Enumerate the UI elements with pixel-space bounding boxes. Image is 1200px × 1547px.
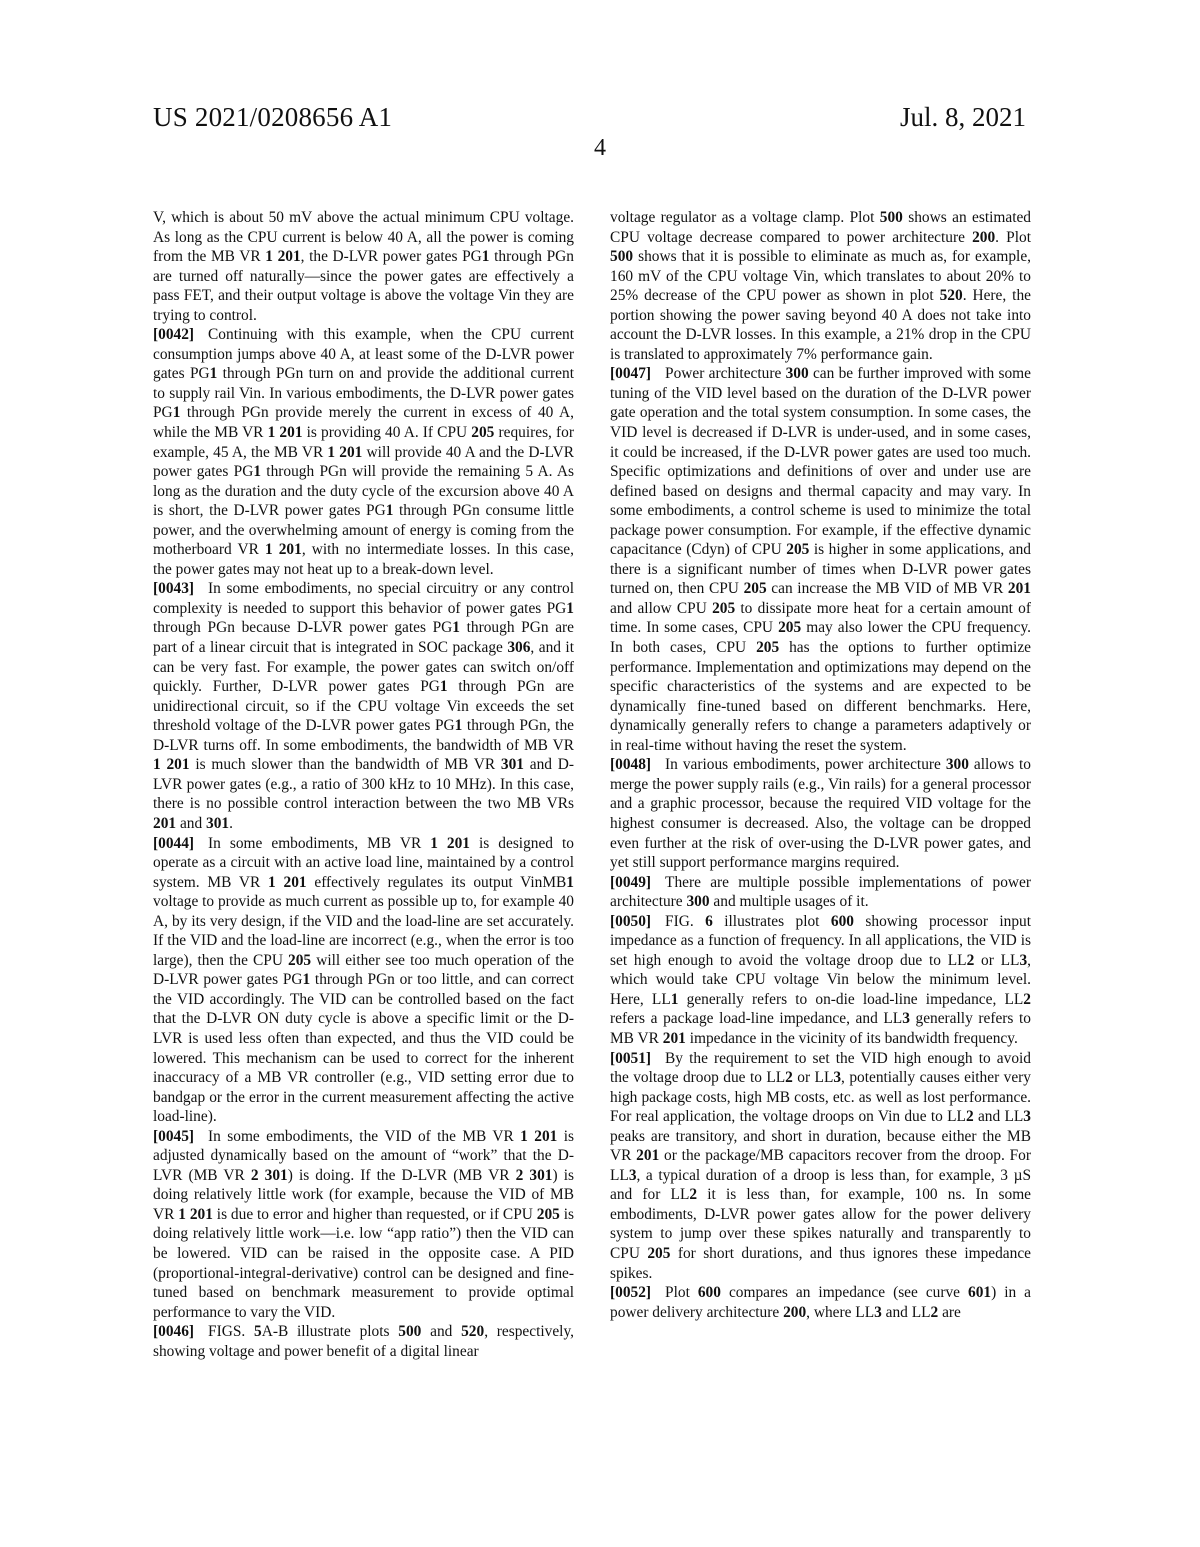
paragraph bbox=[610, 873, 1031, 912]
paragraph-text: In various embodiments, power architecture 300 allows to merge the power supply rails (e.g., Vin rails) for a general processor and a graphic processor, because the required VID voltage for the highest consumer is decreased. Also, the voltage can be dropped even further at the risk of over-using the D-LVR power gates, and yet still support performance margins required. bbox=[610, 756, 1031, 872]
right-column bbox=[610, 208, 1031, 1322]
paragraph-number: [0049] bbox=[610, 873, 652, 891]
paragraph bbox=[610, 755, 1031, 872]
paragraph-text: Continuing with this example, when the CPU current consumption jumps above 40 A, at least some of the D-LVR power gates PG1 through PGn turn on and provide the additional current to supply rail Vin. In various embodiments, the D-LVR power gates PG1 through PGn provide merely the current in excess of 40 A, while the MB VR 1 201 is providing 40 A. If CPU 205 requires, for example, 45 A, the MB VR 1 201 will provide 40 A and the D-LVR power gates PG1 through PGn will provide the remaining 5 A. As long as the duration and the duty cycle of the excursion above 40 A is short, the D-LVR power gates PG1 through PGn consume little power, and the overwhelming amount of energy is coming from the motherboard VR 1 201, with no intermediate losses. In this case, the power gates may not heat up to a break-down level. bbox=[153, 326, 574, 578]
paragraph-text: FIGS. 5A-B illustrate plots 500 and 520, respectively, showing voltage and power benefit of a digital linear bbox=[153, 1323, 574, 1360]
paragraph-text: Power architecture 300 can be further improved with some tuning of the VID level based on the duration of the D-LVR power gate operation and the total system consumption. In some cases, the VID level is decreased if D-LVR is under-used, and in some cases, it could be increased, if the D-LVR power gates are used too much. Specific optimizations and definitions of over and under use are defined based on designs and thermal capacity and may vary. In some embodiments, a control scheme is used to minimize the total package power consumption. For example, if the effective dynamic capacitance (Cdyn) of CPU 205 is higher in some applications, and there is a significant number of times when D-LVR power gates turned on, then CPU 205 can increase the MB VID of MB VR 201 and allow CPU 205 to dissipate more heat for a certain amount of time. In some cases, CPU 205 may also lower the CPU frequency. In both cases, CPU 205 has the options to further optimize performance. Implementation and optimizations may depend on the specific characteristics of the systems and are expected to be dynamically fine-tuned based on different benchmarks. Here, dynamically generally refers to change a parameters adaptively or in real-time without having the reset the system. bbox=[610, 365, 1031, 754]
paragraph bbox=[153, 834, 574, 1127]
paragraph bbox=[153, 325, 574, 579]
paragraph bbox=[153, 1322, 574, 1361]
paragraph-number: [0043] bbox=[153, 580, 195, 598]
paragraph-text: There are multiple possible implementations of power architecture 300 and multiple usages of it. bbox=[610, 873, 1031, 911]
left-column bbox=[153, 208, 574, 1361]
paragraph bbox=[153, 1127, 574, 1322]
paragraph-number: [0042] bbox=[153, 326, 195, 344]
paragraph-number: [0046] bbox=[153, 1323, 195, 1341]
paragraph bbox=[153, 208, 574, 325]
paragraph bbox=[610, 912, 1031, 1049]
paragraph-text: voltage regulator as a voltage clamp. Plot 500 shows an estimated CPU voltage decrease compared to power architecture 200. Plot 500 shows that it is possible to eliminate as much as, for example, 160 mV of the CPU voltage Vin, which translates to about 20% to 25% decrease of the CPU power as shown in plot 520. Here, the portion showing the power saving beyond 40 A does not take into account the D-LVR losses. In this example, a 21% drop in the CPU is translated to approximately 7% performance gain. bbox=[610, 209, 1032, 363]
paragraph-number: [0045] bbox=[153, 1127, 195, 1145]
paragraph bbox=[610, 1049, 1031, 1284]
paragraph-number: [0047] bbox=[610, 365, 652, 383]
paragraph-number: [0052] bbox=[610, 1284, 652, 1302]
publication-number: US 2021/0208656 A1 bbox=[153, 102, 393, 132]
paragraph-number: [0044] bbox=[153, 834, 195, 852]
paragraph-text: V, which is about 50 mV above the actual minimum CPU voltage. As long as the CPU current is below 40 A, all the power is coming from the MB VR 1 201, the D-LVR power gates PG1 through PGn are turned off naturally—since the power gates are effectively a pass FET, and their output voltage is above the voltage Vin they are trying to control. bbox=[153, 209, 574, 324]
paragraph-number: [0050] bbox=[610, 912, 652, 930]
paragraph-text: In some embodiments, MB VR 1 201 is designed to operate as a circuit with an active load line, maintained by a control system. MB VR 1 201 effectively regulates its output VinMB1 voltage to provide as much current as possible up to, for example 40 A, by its very design, if the VID and the load-line are set accurately. If the VID and the load-line are incorrect (e.g., when the error is too large), then the CPU 205 will either see too much operation of the D-LVR power gates PG1 through PGn or too little, and can correct the VID accordingly. The VID can be controlled based on the fact that the D-LVR ON duty cycle is above a specific limit or the D-LVR is used less often than expected, and thus the VID could be lowered. This mechanism can be used to correct for the inherent inaccuracy of a MB VR controller (e.g., VID setting error due to bandgap or the error in the current measurement affecting the active load-line). bbox=[153, 834, 575, 1126]
paragraph-text: By the requirement to set the VID high enough to avoid the voltage droop due to LL2 or LL3, potentially causes either very high package costs, high MB costs, etc. as well as lost performance. For real application, the voltage droops on Vin due to LL2 and LL3 peaks are transitory, and short in duration, because either the MB VR 201 or the package/MB capacitors recover from the droop. For LL3, a typical duration of a droop is less than, for example, 3 µS and for LL2 it is less than, for example, 100 ns. In some embodiments, D-LVR power gates allow for the power delivery system to jump over these spikes naturally and transparently to CPU 205 for short durations, and thus ignores these impedance spikes. bbox=[610, 1049, 1031, 1282]
paragraph-number: [0051] bbox=[610, 1049, 652, 1067]
paragraph-text: Plot 600 compares an impedance (see curve 601) in a power delivery architecture 200, where LL3 and LL2 are bbox=[610, 1284, 1032, 1321]
paragraph-text: In some embodiments, no special circuitry or any control complexity is needed to support this behavior of power gates PG1 through PGn because D-LVR power gates PG1 through PGn are part of a linear circuit that is integrated in SOC package 306, and it can be very fast. For example, the power gates can switch on/off quickly. Further, D-LVR power gates PG1 through PGn are unidirectional circuit, so if the CPU voltage Vin exceeds the set threshold voltage of the D-LVR power gates PG1 through PGn, the D-LVR turns off. In some embodiments, the bandwidth of MB VR 1 201 is much slower than the bandwidth of MB VR 301 and D-LVR power gates (e.g., a ratio of 300 kHz to 10 MHz). In this case, there is no possible control interaction between the two MB VRs 201 and 301. bbox=[153, 580, 575, 832]
page-number: 4 bbox=[594, 135, 606, 161]
paragraph bbox=[610, 1283, 1031, 1322]
paragraph bbox=[610, 208, 1031, 364]
paragraph-text: FIG. 6 illustrates plot 600 showing processor input impedance as a function of frequency. In all applications, the VID is set high enough to avoid the voltage droop due to LL2 or LL3, which would take CPU voltage Vin below the minimum level. Here, LL1 generally refers to on-die load-line impedance, LL2 refers a package load-line impedance, and LL3 generally refers to MB VR 201 impedance in the vicinity of its bandwidth frequency. bbox=[610, 912, 1032, 1047]
publication-date: Jul. 8, 2021 bbox=[899, 102, 1026, 132]
paragraph bbox=[153, 579, 574, 833]
paragraph-number: [0048] bbox=[610, 756, 652, 774]
paragraph bbox=[610, 364, 1031, 755]
paragraph-text: In some embodiments, the VID of the MB VR 1 201 is adjusted dynamically based on the amount of “work” that the D-LVR (MB VR 2 301) is doing. If the D-LVR (MB VR 2 301) is doing relatively little work (for example, because the VID of MB VR 1 201 is due to error and higher than requested, or if CPU 205 is doing relatively little work—i.e. low “app ratio”) then the VID can be lowered. VID can be raised in the opposite case. A PID (proportional-integral-derivative) control can be designed and fine-tuned based on benchmark measurement to provide optimal performance to vary the VID. bbox=[153, 1127, 574, 1321]
